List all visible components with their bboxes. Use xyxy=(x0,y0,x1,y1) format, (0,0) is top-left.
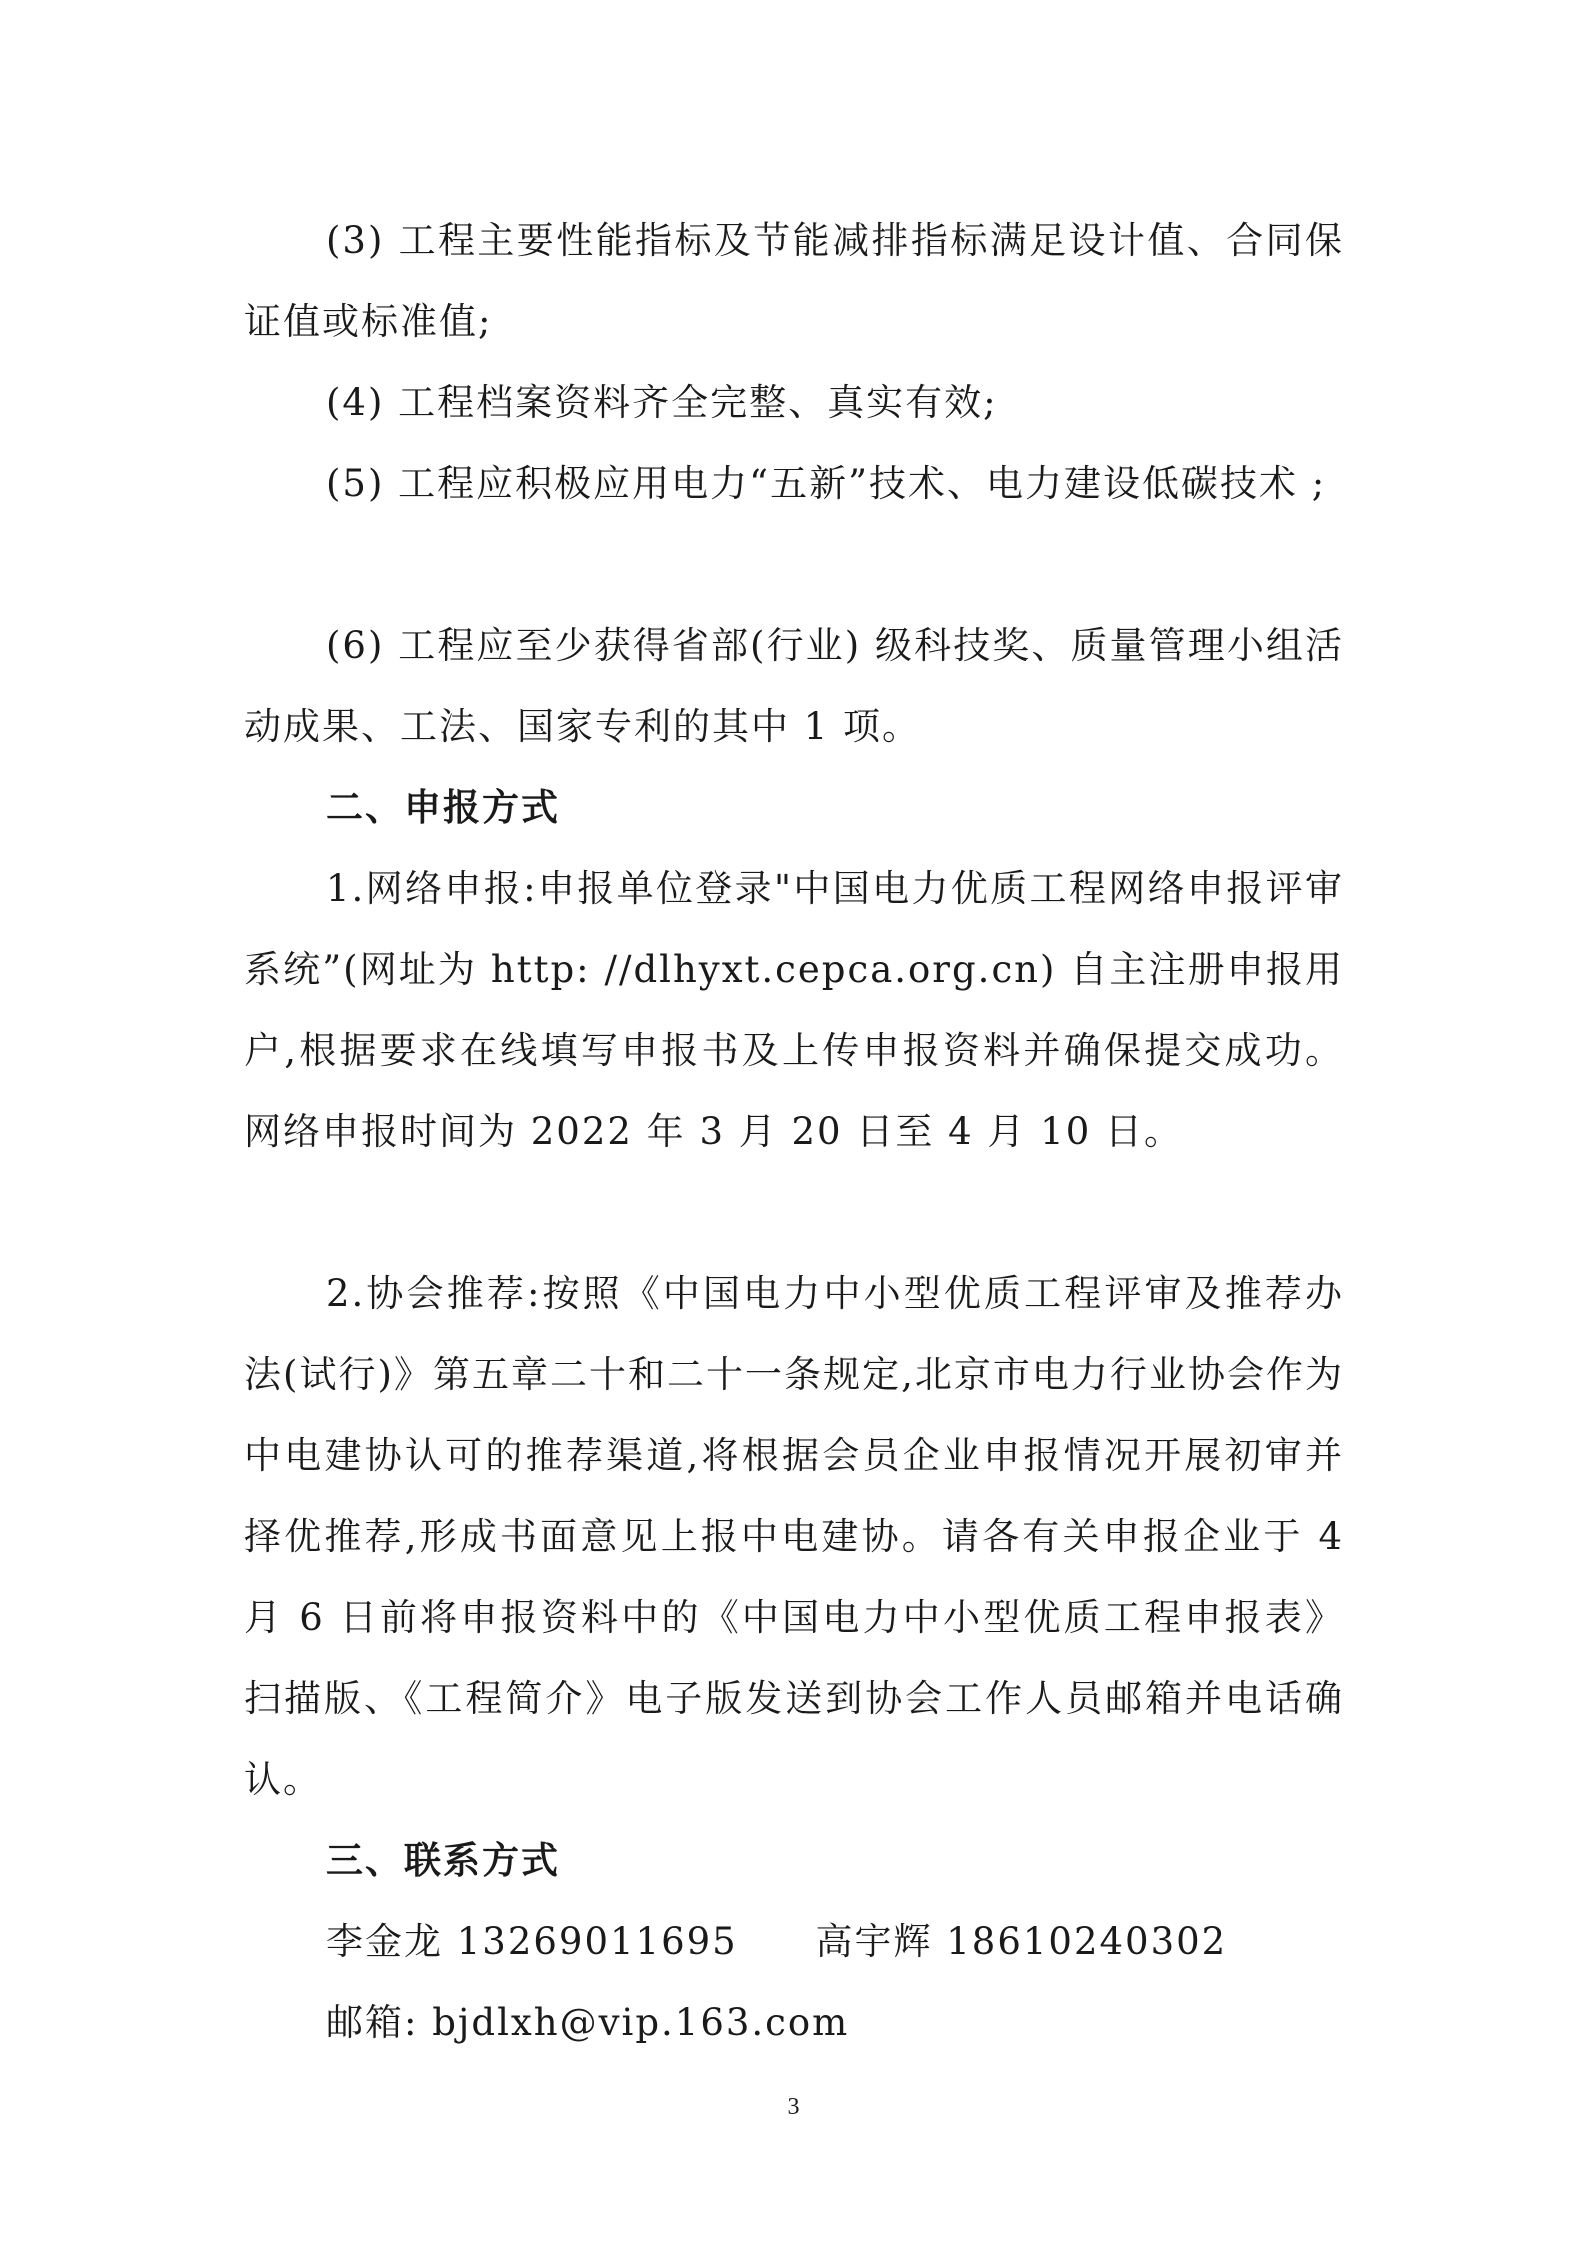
requirement-item-3: (3) 工程主要性能指标及节能减排指标满足设计值、合同保证值或标准值; xyxy=(244,219,1344,343)
contact-email-line xyxy=(326,1982,849,2063)
contact-name-1: 李金龙 xyxy=(326,1920,443,1963)
association-recommendation-paragraph: 2.协会推荐:按照《中国电力中小型优质工程评审及推荐办法(试行)》第五章二十和二十一条规定,北京市电力行业协会作为中电建协认可的推荐渠道,将根据会员企业申报情况开展初审并择优推荐,形成书面意见上报中电建协。请各有关申报企业于 4 月 6 日前将申报资料中的《中国电力中小型优质工程申报表》扫描版、《工程简介》电子版发送到协会工作人员邮箱并电话确认。 xyxy=(244,1272,1344,1801)
email-address: bjdlxh@vip.163.com xyxy=(432,2001,850,2044)
contact-phone-2: 18610240302 xyxy=(946,1920,1228,1963)
section-heading-contact: 三、联系方式 xyxy=(326,1839,560,1882)
contact-phone-1: 13269011695 xyxy=(456,1920,738,1963)
section-heading-application-method: 二、申报方式 xyxy=(326,786,560,829)
requirement-item-4: (4) 工程档案资料齐全完整、真实有效; xyxy=(326,381,998,424)
requirement-item-5: (5) 工程应积极应用电力“五新”技术、电力建设低碳技术 ; xyxy=(326,462,1327,505)
page-number: 3 xyxy=(787,2094,800,2120)
requirement-item-6: (6) 工程应至少获得省部(行业) 级科技奖、质量管理小组活动成果、工法、国家专利的其中 1 项。 xyxy=(244,624,1344,748)
contact-phones xyxy=(326,1901,1227,1982)
online-application-paragraph: 1.网络申报:申报单位登录"中国电力优质工程网络申报评审系统”(网址为 http: //dlhyxt.cepca.org.cn) 自主注册申报用户,根据要求在线填写申报书及上传申报资料并确保提交成功。网络申报时间为 2022 年 3 月 20 日至 4 月 10 日。 xyxy=(244,867,1344,1153)
email-label: 邮箱: xyxy=(326,2001,419,2044)
contact-name-2: 高宇辉 xyxy=(815,1920,933,1963)
